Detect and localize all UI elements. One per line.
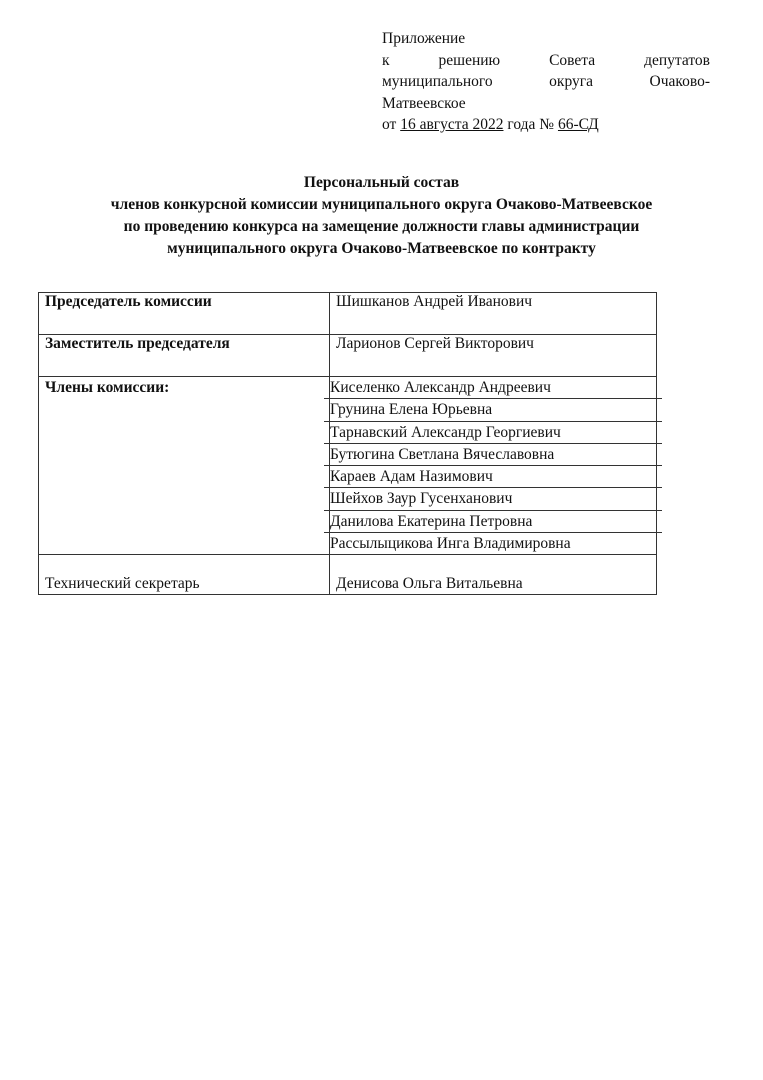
member-name: Бутюгина Светлана Вячеславовна [324,444,662,466]
member-name: Шейхов Заур Гусенханович [324,488,662,510]
appendix-block [382,28,710,136]
secretary-name-cell [330,555,657,595]
decision-number: 66-СД [557,116,599,133]
appendix-district-line-end: Матвеевское [382,94,466,112]
member-name: Тарнавский Александр Георгиевич [324,422,662,444]
member-name: Данилова Екатерина Петровна [324,511,662,533]
secretary-role-cell [39,555,330,595]
appendix-date-line [382,114,710,136]
decision-date: 16 августа 2022 [400,116,504,133]
commission-table [38,292,657,595]
chair-role: Председатель комиссии [39,293,330,335]
deputy-role: Заместитель председателя [39,335,330,377]
table-row-members [39,377,657,555]
table-row-secretary [39,555,657,595]
deputy-name: Ларионов Сергей Викторович [330,335,657,377]
secretary-name: Денисова Ольга Витальевна [336,575,523,593]
members-list [330,377,657,555]
document-title [0,172,763,260]
title-line-3: по проведению конкурса на замещение должности главы администрации [123,218,640,235]
title-line-1: Персональный состав [303,174,460,191]
member-name: Киселенко Александр Андреевич [324,377,662,399]
date-prefix: от [382,116,397,133]
members-role: Члены комиссии: [39,377,330,555]
member-name: Караев Адам Назимович [324,466,662,488]
appendix-district-line: муниципального округа Очаково- [382,73,710,90]
year-suffix: года № [507,116,555,133]
member-name: Грунина Елена Юрьевна [324,399,662,421]
secretary-role: Технический секретарь [45,575,200,593]
member-name: Рассылыцикова Инга Владимировна [330,535,571,553]
appendix-label: Приложение [382,30,466,47]
title-line-4: муниципального округа Очаково-Матвеевское по контракту [167,240,596,257]
title-line-2: членов конкурсной комиссии муниципального округа Очаково-Матвеевское [110,196,653,213]
chair-name: Шишканов Андрей Иванович [330,293,657,335]
appendix-decision-line: к решению Совета депутатов [382,51,710,69]
table-row-chair [39,293,657,335]
table-row-deputy [39,335,657,377]
